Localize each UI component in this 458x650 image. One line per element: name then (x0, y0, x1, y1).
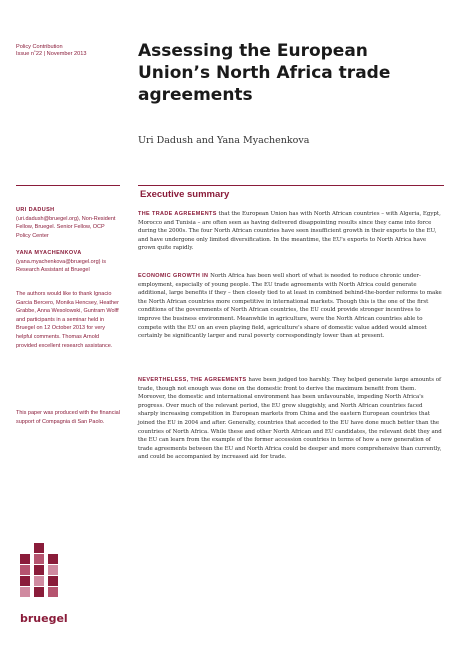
author-bio-2-text: (yana.myachenkova@bruegel.org) is Research Assistant at Bruegel (16, 258, 106, 274)
author-bio-1 (16, 206, 120, 240)
section-divider (138, 185, 444, 186)
logo-square (34, 576, 44, 586)
logo-square (20, 565, 30, 575)
logo-square (34, 565, 44, 575)
page-title: Assessing the European Union’s North Africa trade agreements (138, 41, 391, 105)
sidebar-divider (16, 185, 120, 186)
logo-square (34, 587, 44, 597)
logo-square (48, 587, 58, 597)
summary-paragraph (138, 272, 444, 341)
logo-wordmark: bruegel (20, 612, 68, 625)
series-name: Policy Contribution (16, 44, 63, 50)
logo-square (20, 587, 30, 597)
author-bio-2-name: YANA MYACHENKOVA (16, 250, 82, 256)
paragraph-text: North Africa has been well short of what is needed to reduce chronic under-employment, especially of young people. The EU trade agreements with North Africa could generate additional, large benefits if they – then closely tied to at least in combined behind-the-border reforms to make the North African countries more competitive in international markets. Though this is the one of the first conditions of the governments of North African countries, the EU could provide stronger incentives to improve the business environment. Meanwhile in agriculture, were the North African countries able to compete with the EU on an even playing field, agriculture's share of domestic value added would almost certainly be significantly larger and rural poverty correspondingly lower than at present. (138, 273, 442, 340)
summary-paragraph (138, 210, 444, 253)
paragraph-lead: NEVERTHELESS, THE AGREEMENTS (138, 377, 247, 383)
logo-square (48, 565, 58, 575)
paragraph-text: that the European Union has with North African countries – with Algeria, Egypt, Morocco and Tunisia – are often seen as having delivered disappointing results since they came into force during the 2000s. The four North African countries have seen insufficient growth in their exports to the EU, and have undergone only limited diversification. In the meantime, the EU's exports to North Africa have grown quite rapidly. (138, 211, 441, 252)
executive-summary-heading: Executive summary (140, 189, 230, 200)
funding-note: This paper was produced with the financial support of Compagnia di San Paolo. (16, 410, 120, 425)
logo-square (34, 554, 44, 564)
logo-square (48, 576, 58, 586)
paragraph-text: have been judged too harshly. They helped generate large amounts of trade, though not enough was done on the domestic front to derive the maximum benefit from them. Moreover, the domestic and international environment has been unfavourable, impeding North Africa's progress. Over much of the relevant period, the EU grew sluggishly, and North African countries faced sharply increasing competition in European markets from China and the eastern European countries that joined the EU in 2004 and after. Generally, countries that acceded to the EU have done much better than the countries of North Africa. While these and other North African and EU candidates, the relevant debt they and the EU can learn from the example of the former accession countries in terms of how a new generation of trade agreements between the EU and North Africa could be deeper and more comprehensive than currently, and could be accompanied by increased aid for trade. (138, 377, 442, 461)
authors: Uri Dadush and Yana Myachenkova (138, 135, 310, 146)
author-bio-1-name: URI DADUSH (16, 207, 55, 213)
bruegel-logo-icon (20, 543, 68, 613)
logo-square (34, 543, 44, 553)
issue-date: Issue n˚22 | November 2013 (16, 51, 87, 57)
summary-paragraph (138, 376, 444, 462)
series-info (16, 44, 116, 58)
acknowledgements: The authors would like to thank Ignacio Garcia Bercero, Monika Hencsey, Heather Grabbe, Anna Wesolowski, Guntram Wolff and participants in a seminar held in Bruegel on 12 October 2013 for very helpful comments. Thomas Arnold provided excellent research assistance. (16, 291, 119, 349)
author-bio-1-text: (uri.dadush@bruegel.org), Non-Resident Fellow, Bruegel. Senior Fellow, OCP Policy Center (16, 215, 116, 239)
paragraph-lead: ECONOMIC GROWTH IN (138, 273, 209, 279)
author-bio-2 (16, 249, 120, 275)
logo-square (20, 554, 30, 564)
logo-square (20, 576, 30, 586)
paragraph-lead: THE TRADE AGREEMENTS (138, 211, 217, 217)
logo-square (48, 554, 58, 564)
